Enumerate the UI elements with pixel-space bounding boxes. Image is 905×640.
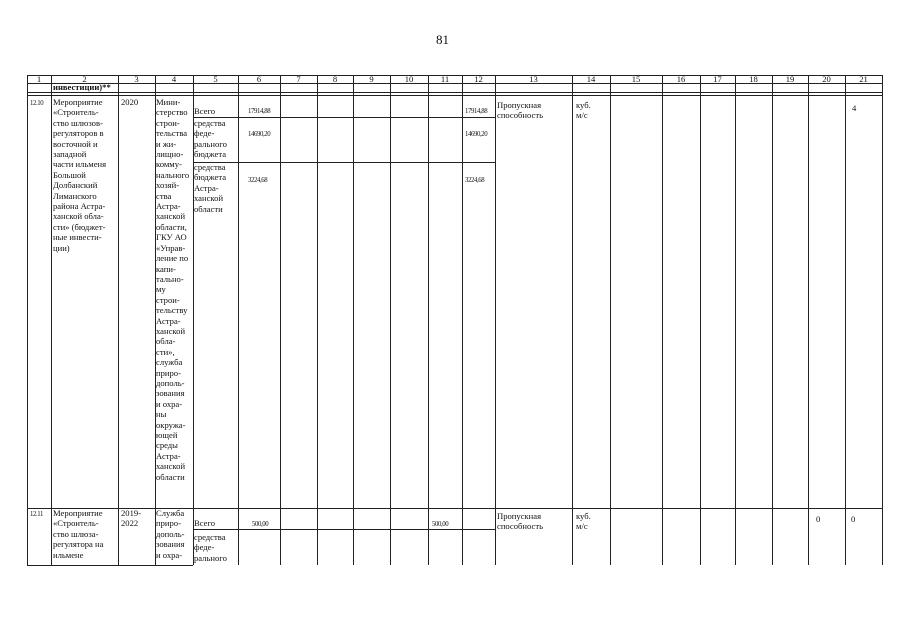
col21-value: 0 bbox=[851, 514, 856, 524]
column-header-10: 10 bbox=[404, 74, 414, 84]
table-rule bbox=[51, 75, 52, 565]
table-rule bbox=[882, 75, 883, 565]
indicator-name: Пропускная способность bbox=[497, 511, 544, 532]
column-header-6: 6 bbox=[256, 74, 262, 84]
table-rule bbox=[27, 95, 882, 96]
column-header-14: 14 bbox=[586, 74, 596, 84]
indicator-unit: куб. м/с bbox=[576, 511, 591, 532]
page-number: 81 bbox=[436, 32, 449, 47]
table-rule bbox=[27, 565, 193, 566]
table-rule bbox=[317, 75, 318, 565]
indicator-name: Пропускная способность bbox=[497, 100, 544, 121]
col12-regional: 3224,68 bbox=[465, 177, 485, 184]
column-header-5: 5 bbox=[213, 74, 218, 84]
table-rule bbox=[572, 75, 573, 565]
column-header-3: 3 bbox=[134, 74, 139, 84]
col6-regional: 3224,68 bbox=[248, 177, 268, 184]
col6-total: 500,00 bbox=[252, 521, 269, 528]
column-header-20: 20 bbox=[822, 74, 831, 84]
col6-federal: 14690,20 bbox=[248, 131, 271, 138]
executor: Служба приро- дополь- зования и охра- bbox=[156, 508, 185, 560]
column-header-21: 21 bbox=[859, 74, 868, 84]
table-rule bbox=[845, 75, 846, 565]
table-rule bbox=[280, 75, 281, 565]
table-rule bbox=[735, 75, 736, 565]
column-header-16: 16 bbox=[676, 74, 686, 84]
funding-source-federal: средства феде- рального bbox=[194, 532, 227, 563]
col6-total: 17914,88 bbox=[248, 108, 271, 115]
measure-name: Мероприятие «Строитель- ство шлюза- регулятора на ильмене bbox=[53, 508, 104, 560]
table-rule bbox=[428, 75, 429, 565]
table-rule bbox=[610, 75, 611, 565]
col21-value: 4 bbox=[852, 103, 857, 113]
column-header-7: 7 bbox=[296, 74, 301, 84]
table-rule bbox=[118, 75, 119, 565]
col20-value: 0 bbox=[816, 514, 821, 524]
row-number: 12.10 bbox=[30, 100, 44, 107]
table-rule bbox=[353, 75, 354, 565]
col11-total: 500,00 bbox=[432, 521, 449, 528]
column-header-13: 13 bbox=[529, 74, 538, 84]
table-rule bbox=[193, 529, 495, 530]
executor: Мини- стерство строи- тельства и жи- лищно- комму- нального хозяй- ства Астра- ханской области, ГКУ АО «Управ- ление по капи- тально- му строи- тельству Астра- ханской обла- сти», служба приро- дополь- зования и охра- ны окружа- ющей среды Астра- ханской области bbox=[156, 97, 190, 482]
indicator-unit: куб. м/с bbox=[576, 100, 591, 121]
table-rule bbox=[27, 75, 28, 565]
measure-name: Мероприятие «Строитель- ство шлюзов- регуляторов в восточной и западной части ильменя Большой Долбанский Лиманского района Астра- ханской обла- сти» (бюджет- ные инвести- ции) bbox=[53, 97, 107, 253]
table-rule bbox=[27, 92, 882, 93]
column-header-11: 11 bbox=[440, 74, 450, 84]
continuation-text: инвестиции)** bbox=[53, 82, 111, 92]
column-header-2: 2 bbox=[82, 74, 87, 84]
column-header-12: 12 bbox=[474, 74, 483, 84]
table-rule bbox=[238, 75, 239, 565]
col12-federal: 14690,20 bbox=[465, 131, 488, 138]
column-header-15: 15 bbox=[631, 74, 641, 84]
implementation-period: 2020 bbox=[121, 97, 139, 107]
table-rule bbox=[390, 75, 391, 565]
table-rule bbox=[700, 75, 701, 565]
table-rule bbox=[462, 75, 463, 565]
column-header-4: 4 bbox=[171, 74, 177, 84]
funding-source-total: Всего bbox=[194, 518, 216, 528]
col12-total: 17914,88 bbox=[465, 108, 488, 115]
table-rule bbox=[772, 75, 773, 565]
funding-source-regional: средства бюджета Астра- ханской области bbox=[194, 162, 227, 214]
table-rule bbox=[495, 75, 496, 565]
column-header-17: 17 bbox=[713, 74, 722, 84]
column-header-18: 18 bbox=[749, 74, 758, 84]
table-rule bbox=[662, 75, 663, 565]
column-header-19: 19 bbox=[785, 74, 795, 84]
funding-source-federal: средства феде- рального бюджета bbox=[194, 118, 227, 160]
row-number: 12.11 bbox=[30, 511, 44, 518]
table-rule bbox=[808, 75, 809, 565]
funding-source-total: Всего bbox=[194, 106, 216, 116]
column-header-8: 8 bbox=[332, 74, 338, 84]
table-rule bbox=[193, 117, 495, 118]
column-header-9: 9 bbox=[369, 74, 374, 84]
table-rule bbox=[193, 162, 495, 163]
implementation-period: 2019- 2022 bbox=[121, 508, 142, 529]
column-header-1: 1 bbox=[36, 74, 42, 84]
